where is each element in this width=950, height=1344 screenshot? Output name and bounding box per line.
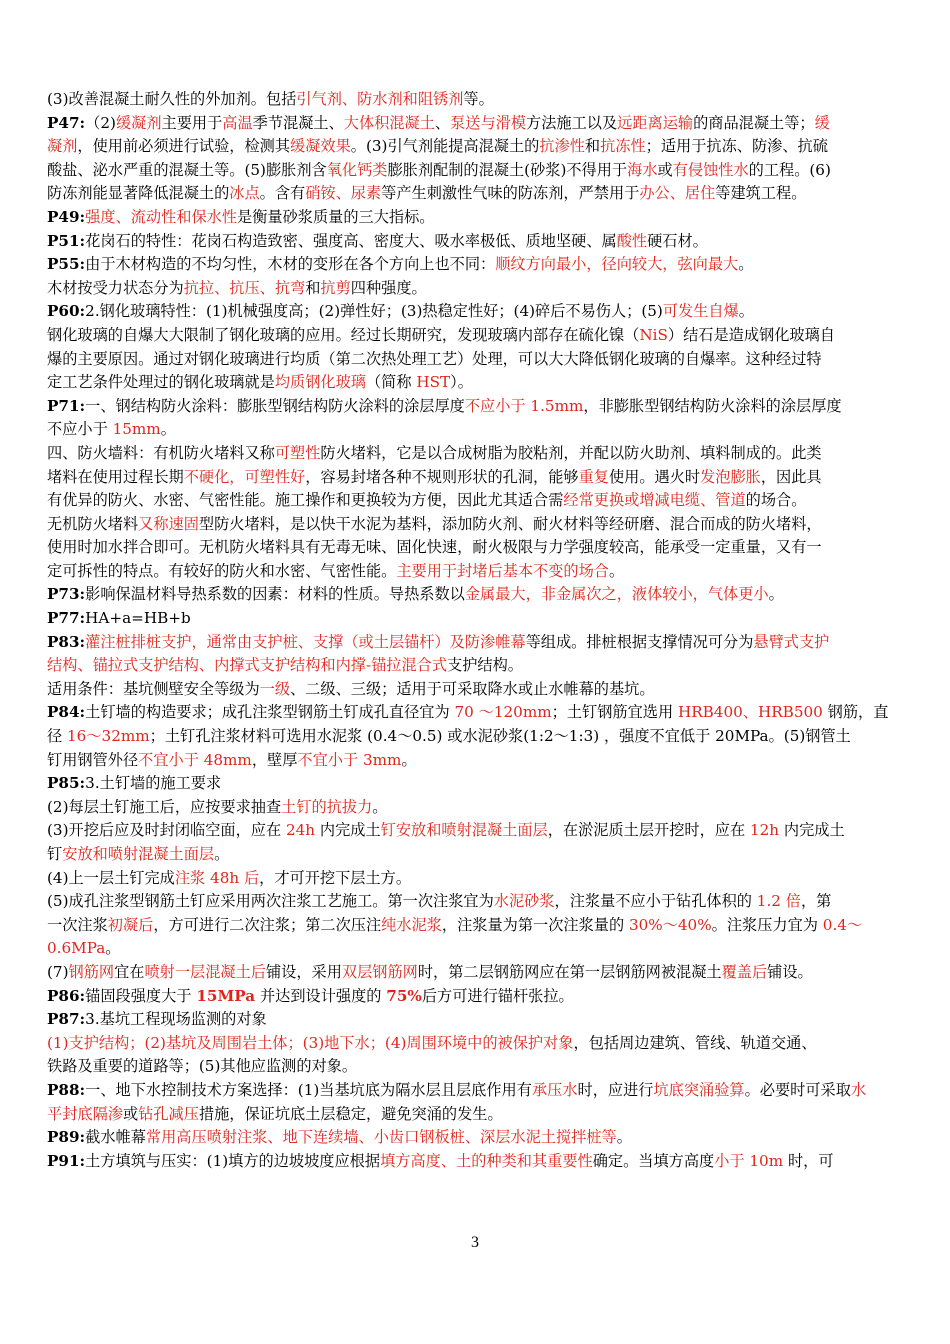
highlight-text: 又称速固 bbox=[138, 514, 199, 533]
body-text: 、二级、三级；适用于可采取降水或止水帷幕的基坑。 bbox=[290, 679, 655, 698]
text-line bbox=[47, 466, 907, 490]
text-line bbox=[47, 159, 907, 183]
body-text: ，容易封堵各种不规则形状的孔洞，能够 bbox=[305, 467, 579, 486]
body-text: (4)上一层土钉完成 bbox=[47, 868, 175, 887]
highlight-text: 酸性 bbox=[616, 231, 648, 250]
highlight-text: 办公、居住 bbox=[639, 184, 716, 203]
body-text: 使用时加水拌合即可。无机防火堵料具有无毒无味、固化快速，耐火极限与力学强度较高，能承受一定重量，又有一 bbox=[47, 538, 822, 557]
text-line bbox=[47, 88, 907, 112]
body-text: 使用。遇火时 bbox=[608, 467, 701, 486]
body-text: 铺设，采用 bbox=[265, 962, 342, 981]
highlight-text: 双层钢筋网 bbox=[341, 962, 418, 981]
body-text: 宜在 bbox=[114, 962, 145, 981]
body-text: 季节混凝土、 bbox=[252, 113, 344, 132]
text-line bbox=[47, 371, 907, 395]
body-text: 。含有 bbox=[259, 184, 306, 203]
body-text: 后方可进行锚杆张拉。 bbox=[421, 986, 574, 1005]
highlight-text: 强度、流动性和保水性 bbox=[85, 207, 238, 226]
highlight-text: 钉安放和喷射混凝土面层 bbox=[380, 821, 548, 840]
page-ref-label: P55: bbox=[47, 255, 86, 274]
text-line bbox=[47, 890, 907, 914]
body-text: 或 bbox=[122, 1104, 139, 1123]
highlight-text: 海水 bbox=[627, 160, 658, 179]
body-text: ，非膨胀型钢结构防火涂料的涂层厚度 bbox=[583, 396, 842, 415]
body-text: 截水帷幕 bbox=[85, 1128, 146, 1147]
body-text: 定工艺条件处理过的钢化玻璃就是 bbox=[47, 373, 275, 392]
highlight-text: 凝剂 bbox=[47, 137, 78, 156]
body-text: 一次注浆 bbox=[47, 915, 108, 934]
highlight-text: 30%～40% bbox=[628, 915, 712, 934]
body-text: ，使用前必须进行试验，检测其 bbox=[77, 137, 290, 156]
body-text: 方法施工以及 bbox=[526, 113, 618, 132]
highlight-text: 缓凝效果 bbox=[290, 137, 351, 156]
body-text: 。 bbox=[768, 585, 784, 604]
highlight-text: 纯水泥浆 bbox=[381, 915, 442, 934]
highlight-text: 抗渗性 bbox=[539, 137, 585, 156]
page-ref-label: P85: bbox=[47, 774, 86, 793]
body-text: 等。 bbox=[463, 90, 494, 108]
highlight-text: 24h bbox=[285, 821, 316, 840]
page-ref-label: P73: bbox=[47, 585, 86, 604]
text-line bbox=[47, 442, 907, 466]
body-text: 等建筑工程。 bbox=[715, 184, 807, 203]
text-line bbox=[47, 536, 907, 560]
highlight-text: 结构、锚拉式支护结构、内撑式支护结构和内撑-锚拉混合式 bbox=[47, 656, 448, 675]
highlight-text: 高温 bbox=[222, 113, 253, 132]
body-text: 内完成土 bbox=[779, 821, 845, 840]
text-line bbox=[47, 300, 907, 324]
highlight-text: 引气剂、防水剂和阻锈剂 bbox=[296, 90, 464, 108]
page-ref-label: P83: bbox=[47, 632, 86, 651]
body-text: 。注浆压力宜为 bbox=[711, 915, 823, 934]
highlight-text: 土钉的抗拔力 bbox=[281, 797, 373, 816]
body-text: 铺设。 bbox=[767, 962, 813, 981]
body-text: 型防火堵料，是以快干水泥为基料，添加防火剂、耐火材料等经研磨、混合而成的防火堵料， bbox=[198, 514, 822, 533]
body-text: 措施，保证坑底土层稳定，避免突涌的发生。 bbox=[198, 1104, 503, 1123]
highlight-text: 抗拉、抗压、抗弯 bbox=[183, 278, 306, 297]
body-text: ；土钉钢筋宜选用 bbox=[551, 703, 678, 722]
body-text: 四、防火墙料：有机防火堵料又称 bbox=[47, 443, 275, 462]
text-line bbox=[47, 725, 907, 749]
highlight-text: 抗剪 bbox=[320, 278, 351, 297]
highlight-text: 15mm bbox=[112, 420, 161, 439]
text-line bbox=[47, 206, 907, 230]
text-line bbox=[47, 1150, 907, 1174]
text-line bbox=[47, 1008, 907, 1032]
page-ref-label: P47: bbox=[47, 113, 86, 132]
text-line bbox=[47, 395, 907, 419]
page-ref-label: P51: bbox=[47, 231, 86, 250]
body-text: 时，第二层钢筋网应在第一层钢筋网被混凝土 bbox=[417, 962, 722, 981]
body-text: (7) bbox=[47, 962, 69, 981]
body-text: 的场合。 bbox=[745, 491, 807, 510]
body-text: 2.钢化玻璃特性：(1)机械强度高；(2)弹性好；(3)热稳定性好；(4)碎后不易伤人；(5) bbox=[85, 302, 663, 321]
body-text: 不应小于 bbox=[47, 420, 113, 439]
body-text: 3.土钉墙的施工要求 bbox=[85, 774, 222, 793]
page-ref-label: P71: bbox=[47, 396, 86, 415]
page-ref-label: P77: bbox=[47, 609, 86, 628]
text-line bbox=[47, 513, 907, 537]
body-text: 内完成土 bbox=[315, 821, 381, 840]
text-line bbox=[47, 631, 907, 655]
body-text: 木材按受力状态分为 bbox=[47, 278, 184, 297]
highlight-text: 16～32mm bbox=[67, 727, 150, 746]
body-text: 。必要时可采取 bbox=[744, 1080, 851, 1099]
highlight-text: 硝铵、尿素 bbox=[305, 184, 382, 203]
body-text: 堵料在使用过程长期 bbox=[47, 467, 184, 486]
page-ref-label: P88: bbox=[47, 1080, 86, 1099]
body-text: 酸盐、泌水严重的混凝土等。(5)膨胀剂含 bbox=[47, 160, 327, 179]
highlight-text: 填方高度、土的种类和其重要性 bbox=[380, 1151, 593, 1170]
highlight-text: 大体积混凝土 bbox=[343, 113, 435, 132]
body-text: （简称 bbox=[365, 373, 417, 392]
text-line bbox=[47, 135, 907, 159]
body-text: ；适用于抗冻、防渗、抗硫 bbox=[645, 137, 828, 156]
body-text: 四种强度。 bbox=[350, 278, 427, 297]
body-text: 。 bbox=[214, 845, 230, 863]
page-ref-label: P60: bbox=[47, 302, 86, 321]
highlight-text: 12h bbox=[749, 821, 780, 840]
highlight-text: 悬臂式支护 bbox=[753, 632, 830, 651]
body-text: 由于木材构造的不均匀性，木材的变形在各个方向上也不同： bbox=[85, 255, 496, 274]
body-text: (5)成孔注浆型钢筋土钉应采用两次注浆工艺施工。第一次注浆宜为 bbox=[47, 892, 494, 911]
highlight-text: 不宜小于 3mm bbox=[297, 750, 402, 769]
text-line bbox=[47, 182, 907, 206]
body-text: 钉 bbox=[47, 845, 63, 863]
body-text: ）结石是造成钢化玻璃自 bbox=[667, 325, 835, 344]
body-text: 。 bbox=[738, 302, 754, 321]
highlight-text: 钻孔减压 bbox=[138, 1104, 199, 1123]
highlight-text: 灌注桩排桩支护，通常由支护桩、支撑（或土层锚杆）及防渗帷幕 bbox=[85, 632, 526, 651]
text-line bbox=[47, 749, 907, 773]
body-text: 。 bbox=[372, 797, 388, 816]
highlight-text: 承压水 bbox=[531, 1080, 578, 1099]
highlight-text: 可发生自爆 bbox=[662, 302, 739, 321]
body-text: 和 bbox=[305, 278, 321, 297]
text-line bbox=[47, 277, 907, 301]
body-text: ，因此具 bbox=[760, 467, 822, 486]
highlight-text: 泵送与滑模 bbox=[450, 113, 527, 132]
highlight-text: 水泥砂浆 bbox=[493, 892, 555, 911]
highlight-text: 重复 bbox=[578, 467, 609, 486]
body-text: 定可拆性的特点。有较好的防火和水密、气密性能。 bbox=[47, 561, 397, 580]
highlight-text: 15MPa bbox=[196, 986, 256, 1005]
highlight-text: 初凝后 bbox=[107, 915, 154, 934]
text-line bbox=[47, 1055, 907, 1079]
body-text: 。 bbox=[616, 1128, 632, 1147]
highlight-text: 经常更换或增减电缆、管道 bbox=[563, 491, 746, 510]
body-text: ，第 bbox=[800, 892, 832, 911]
highlight-text: 覆盖后 bbox=[721, 962, 768, 981]
text-line bbox=[47, 937, 907, 961]
body-text: 。 bbox=[738, 255, 754, 274]
body-text: ，注浆量不应小于钻孔体积的 bbox=[554, 892, 757, 911]
text-line bbox=[47, 796, 907, 820]
highlight-text: 一级 bbox=[259, 679, 290, 698]
body-text: 确定。当填方高度 bbox=[592, 1151, 715, 1170]
highlight-text: 不宜小于 48mm bbox=[138, 750, 252, 769]
highlight-text: 不应小于 1.5mm bbox=[464, 396, 584, 415]
body-text: 锚固段强度大于 bbox=[85, 986, 197, 1005]
body-text: 和 bbox=[584, 137, 601, 156]
highlight-text: 1.2 倍 bbox=[756, 892, 801, 911]
document-body bbox=[47, 88, 907, 1173]
highlight-text: 金属最大，非金属次之，液体较小，气体更小 bbox=[464, 585, 769, 604]
page-ref-label: P89: bbox=[47, 1128, 86, 1147]
body-text: 一、地下水控制技术方案选择：(1)当基坑底为隔水层且层底作用有 bbox=[85, 1080, 532, 1099]
highlight-text: 坑底突涌验算 bbox=[653, 1080, 745, 1099]
body-text: 影响保温材料导热系数的因素：材料的性质。导热系数以 bbox=[85, 585, 465, 604]
highlight-text: 缓 bbox=[814, 113, 830, 132]
body-text: 钢筋，直 bbox=[822, 703, 889, 722]
body-text: 等组成。排桩根据支撑情况可分为 bbox=[525, 632, 754, 651]
page-ref-label: P91: bbox=[47, 1151, 86, 1170]
body-text: 。 bbox=[105, 939, 121, 958]
highlight-text: 70 ～120mm bbox=[454, 703, 552, 722]
body-text: 爆的主要原因。通过对钢化玻璃进行均质（第二次热处理工艺）处理，可以大大降低钢化玻璃的自爆率。这种经过特 bbox=[47, 349, 822, 368]
text-line bbox=[47, 607, 907, 631]
highlight-text: 0.6MPa bbox=[47, 939, 106, 958]
highlight-text: 主要用于封堵后基本不变的场合 bbox=[396, 561, 609, 580]
body-text: 等产生刺激性气味的防冻剂，严禁用于 bbox=[381, 184, 640, 203]
body-text: 钉用钢管外径 bbox=[47, 750, 139, 769]
body-text: ，方可进行二次注浆；第二次压注 bbox=[153, 915, 382, 934]
page-ref-label: P87: bbox=[47, 1010, 86, 1029]
text-line bbox=[47, 230, 907, 254]
body-text: (3)改善混凝土耐久性的外加剂。包括 bbox=[47, 90, 297, 108]
highlight-text: HST bbox=[416, 373, 451, 392]
body-text: 。 bbox=[401, 750, 417, 769]
body-text: 。(3)引气剂能提高混凝土的 bbox=[350, 137, 540, 156]
body-text: 无机防火堵料 bbox=[47, 514, 139, 533]
text-line bbox=[47, 324, 907, 348]
body-text: 时，可 bbox=[783, 1151, 834, 1170]
body-text: 并达到设计强度的 bbox=[255, 986, 387, 1005]
body-text: （2) bbox=[85, 113, 116, 132]
text-line bbox=[47, 985, 907, 1009]
page-ref-label: P84: bbox=[47, 703, 86, 722]
text-line bbox=[47, 678, 907, 702]
body-text: 膨胀剂配制的混凝土(砂浆)不得用于 bbox=[387, 160, 628, 179]
highlight-text: (1)支护结构；(2)基坑及周围岩土体；(3)地下水；(4)周围环境中的被保护对象 bbox=[47, 1033, 574, 1052]
highlight-text: 远距离运输 bbox=[617, 113, 694, 132]
body-text: 花岗石的特性：花岗石构造致密、强度高、密度大、吸水率极低、质地坚硬、属 bbox=[85, 231, 617, 250]
highlight-text: 注浆 48h 后 bbox=[174, 868, 260, 887]
text-line bbox=[47, 583, 907, 607]
highlight-text: 75% bbox=[386, 986, 422, 1005]
body-text: (3)开挖后应及时封闭临空面，应在 bbox=[47, 821, 286, 840]
text-line bbox=[47, 654, 907, 678]
text-line bbox=[47, 1079, 907, 1103]
body-text: 。 bbox=[160, 420, 176, 439]
text-line bbox=[47, 772, 907, 796]
highlight-text: HRB400、HRB500 bbox=[677, 703, 823, 722]
text-line bbox=[47, 112, 907, 136]
body-text: 。 bbox=[608, 561, 625, 580]
highlight-text: 顺纹方向最小，径向较大，弦向最大 bbox=[495, 255, 739, 274]
body-text: ，才可开挖下层土方。 bbox=[259, 868, 412, 887]
text-line bbox=[47, 348, 907, 372]
text-line bbox=[47, 961, 907, 985]
page-ref-label: P49: bbox=[47, 207, 86, 226]
highlight-text: 水 bbox=[850, 1080, 867, 1099]
body-text: 土钉墙的构造要求；成孔注浆型钢筋土钉成孔直径宜为 bbox=[85, 703, 455, 722]
body-text: 时，应进行 bbox=[577, 1080, 654, 1099]
body-text: 适用条件：基坑侧壁安全等级为 bbox=[47, 679, 260, 698]
body-text: 的商品混凝土等； bbox=[693, 113, 815, 132]
body-text: 有优异的防火、水密、气密性能。施工操作和更换较为方便，因此尤其适合需 bbox=[47, 491, 564, 510]
body-text: 径 bbox=[47, 727, 68, 746]
highlight-text: 发泡膨胀 bbox=[700, 467, 761, 486]
body-text: 的工程。(6) bbox=[748, 160, 831, 179]
highlight-text: 可塑性 bbox=[274, 443, 321, 462]
text-line bbox=[47, 560, 907, 584]
text-line bbox=[47, 1032, 907, 1056]
text-line bbox=[47, 1103, 907, 1127]
body-text: 防冻剂能显著降低混凝土的 bbox=[47, 184, 230, 203]
highlight-text: 平封底隔渗 bbox=[47, 1104, 123, 1123]
highlight-text: 有侵蚀性水 bbox=[672, 160, 749, 179]
body-text: ；土钉孔注浆材料可选用水泥浆 (0.4～0.5) 或水泥砂浆(1:2～1:3) ，强度不宜低于 20MPa。(5)钢管土 bbox=[149, 727, 851, 746]
body-text: 一、钢结构防火涂料：膨胀型钢结构防火涂料的涂层厚度 bbox=[85, 396, 465, 415]
text-line bbox=[47, 1126, 907, 1150]
body-text: 支护结构。 bbox=[447, 656, 523, 675]
text-line bbox=[47, 914, 907, 938]
page-ref-label: P86: bbox=[47, 986, 86, 1005]
body-text: 是衡量砂浆质量的三大指标。 bbox=[237, 207, 435, 226]
highlight-text: 常用高压喷射注浆、地下连续墙、小齿口钢板桩、深层水泥土搅拌桩等 bbox=[145, 1128, 617, 1147]
body-text: ，注浆量为第一次注浆量的 bbox=[441, 915, 629, 934]
text-line bbox=[47, 253, 907, 277]
body-text: HA+a=HB+b bbox=[85, 609, 191, 628]
text-line bbox=[47, 701, 907, 725]
body-text: ，包括周边建筑、管线、轨道交通、 bbox=[573, 1033, 817, 1052]
page-number: 3 bbox=[471, 1234, 479, 1251]
highlight-text: 冰点 bbox=[229, 184, 260, 203]
highlight-text: 均质钢化玻璃 bbox=[274, 373, 366, 392]
body-text: 或 bbox=[657, 160, 673, 179]
body-text: 土方填筑与压实：(1)填方的边坡坡度应根据 bbox=[85, 1151, 381, 1170]
highlight-text: NiS bbox=[639, 325, 668, 344]
body-text: 铁路及重要的道路等；(5)其他应监测的对象。 bbox=[47, 1057, 358, 1076]
body-text: 防火堵料，它是以合成树脂为胶粘剂，并配以防火助剂、填料制成的。此类 bbox=[320, 443, 822, 462]
highlight-text: 喷射一层混凝土后 bbox=[144, 962, 266, 981]
body-text: ，壁厚 bbox=[251, 750, 298, 769]
highlight-text: 氧化钙类 bbox=[326, 160, 388, 179]
body-text: 钢化玻璃的自爆大大限制了钢化玻璃的应用。经过长期研究，发现玻璃内部存在硫化镍（ bbox=[47, 325, 640, 344]
text-line bbox=[47, 418, 907, 442]
highlight-text: 安放和喷射混凝土面层 bbox=[62, 845, 215, 863]
highlight-text: 不硬化，可塑性好 bbox=[183, 467, 306, 486]
highlight-text: 钢筋网 bbox=[68, 962, 115, 981]
text-line bbox=[47, 819, 907, 843]
text-line bbox=[47, 867, 907, 891]
body-text: 主要用于 bbox=[161, 113, 223, 132]
body-text: 3.基坑工程现场监测的对象 bbox=[85, 1010, 267, 1029]
highlight-text: 抗冻性 bbox=[600, 137, 646, 156]
text-line bbox=[47, 843, 907, 867]
text-line bbox=[47, 489, 907, 513]
highlight-text: 缓凝剂 bbox=[115, 113, 162, 132]
body-text: ）。 bbox=[450, 373, 473, 392]
highlight-text: 0.4～ bbox=[822, 915, 863, 934]
body-text: (2)每层土钉施工后，应按要求抽查 bbox=[47, 797, 282, 816]
highlight-text: 小于 10m bbox=[714, 1151, 784, 1170]
body-text: 、 bbox=[434, 113, 451, 132]
body-text: 硬石材。 bbox=[647, 231, 708, 250]
body-text: ，在淤泥质土层开挖时，应在 bbox=[547, 821, 750, 840]
